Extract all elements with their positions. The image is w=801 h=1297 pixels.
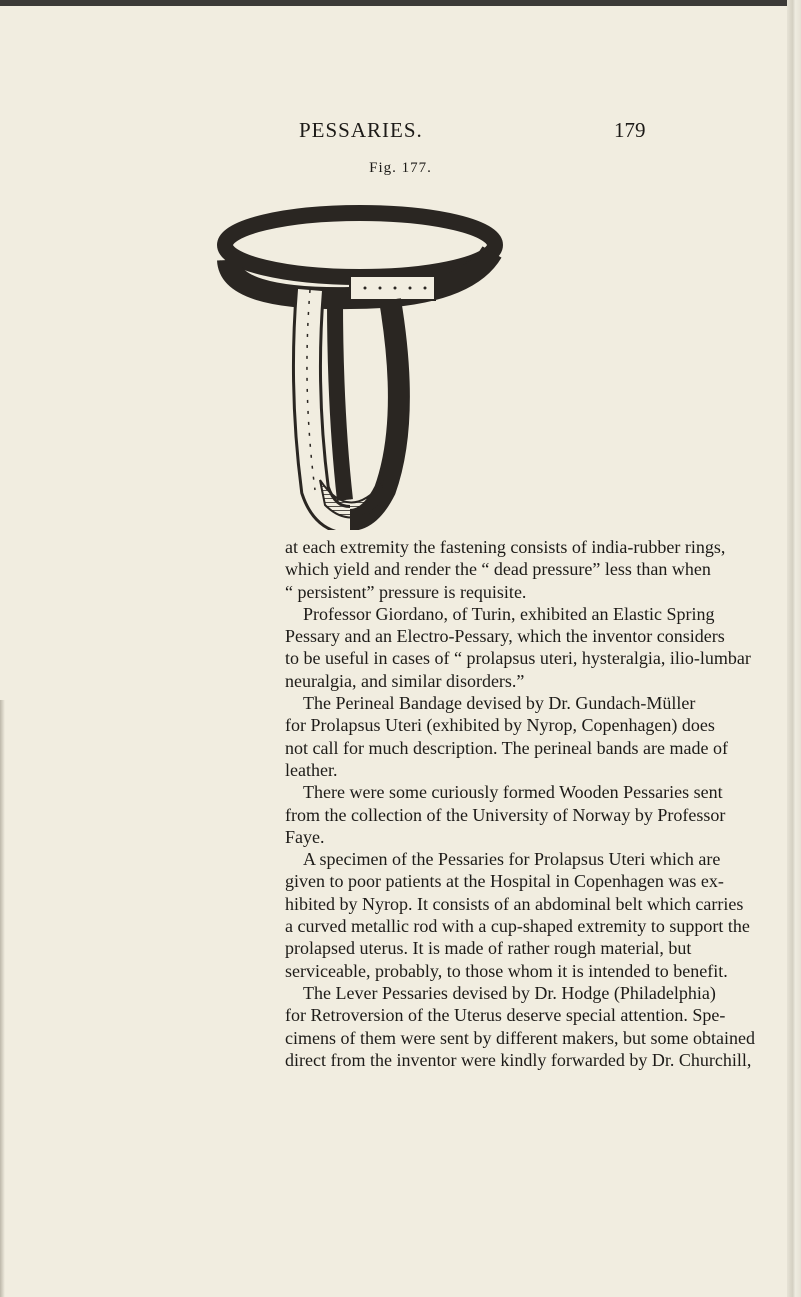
text-line: given to poor patients at the Hospital in Copenhagen was ex- xyxy=(285,871,724,892)
text-line: not call for much description. The perineal bands are made of xyxy=(285,737,729,758)
page-number: 179 xyxy=(614,118,646,142)
text-line: from the collection of the University of Norway by Professor xyxy=(285,804,726,825)
text-line: direct from the inventor were kindly forwarded by Dr. Churchill, xyxy=(285,1049,752,1070)
text-line: serviceable, probably, to those whom it is intended to benefit. xyxy=(285,960,728,981)
figure-caption: Fig. 177. xyxy=(369,160,432,176)
text-line: “ persistent” pressure is requisite. xyxy=(285,581,527,602)
running-title: PESSARIES. xyxy=(299,118,423,142)
page-gutter xyxy=(787,0,801,1297)
text-line: for Retroversion of the Uterus deserve special attention. Spe- xyxy=(285,1005,726,1026)
text-line: to be useful in cases of “ prolapsus uteri, hysteralgia, ilio-lumbar xyxy=(285,648,751,669)
text-line: Pessary and an Electro-Pessary, which the inventor considers xyxy=(285,626,725,647)
text-line: leather. xyxy=(285,759,338,780)
page-header xyxy=(0,114,801,150)
text-line: The Lever Pessaries devised by Dr. Hodge (Philadelphia) xyxy=(303,982,716,1003)
text-line: hibited by Nyrop. It consists of an abdominal belt which carries xyxy=(285,893,744,914)
page-edge-shadow xyxy=(0,700,5,1297)
text-line: a curved metallic rod with a cup-shaped extremity to support the xyxy=(285,916,750,937)
text-line: which yield and render the “ dead pressure” less than when xyxy=(285,559,711,580)
text-line: neuralgia, and similar disorders.” xyxy=(285,670,525,691)
text-line: The Perineal Bandage devised by Dr. Gundach-Müller xyxy=(303,693,696,714)
text-line: There were some curiously formed Wooden Pessaries sent xyxy=(303,782,723,803)
text-line: A specimen of the Pessaries for Prolapsus Uteri which are xyxy=(303,849,721,870)
text-line: Faye. xyxy=(285,826,325,847)
perineal-bandage-icon xyxy=(210,190,510,530)
top-edge-shadow xyxy=(0,0,801,6)
body-text xyxy=(285,536,756,1071)
text-line: prolapsed uterus. It is made of rather rough material, but xyxy=(285,938,692,959)
text-line: cimens of them were sent by different makers, but some obtained xyxy=(285,1027,756,1048)
text-line: Professor Giordano, of Turin, exhibited an Elastic Spring xyxy=(303,603,715,624)
text-line: for Prolapsus Uteri (exhibited by Nyrop, Copenhagen) does xyxy=(285,715,715,736)
text-line: at each extremity the fastening consists of india-rubber rings, xyxy=(285,537,726,557)
